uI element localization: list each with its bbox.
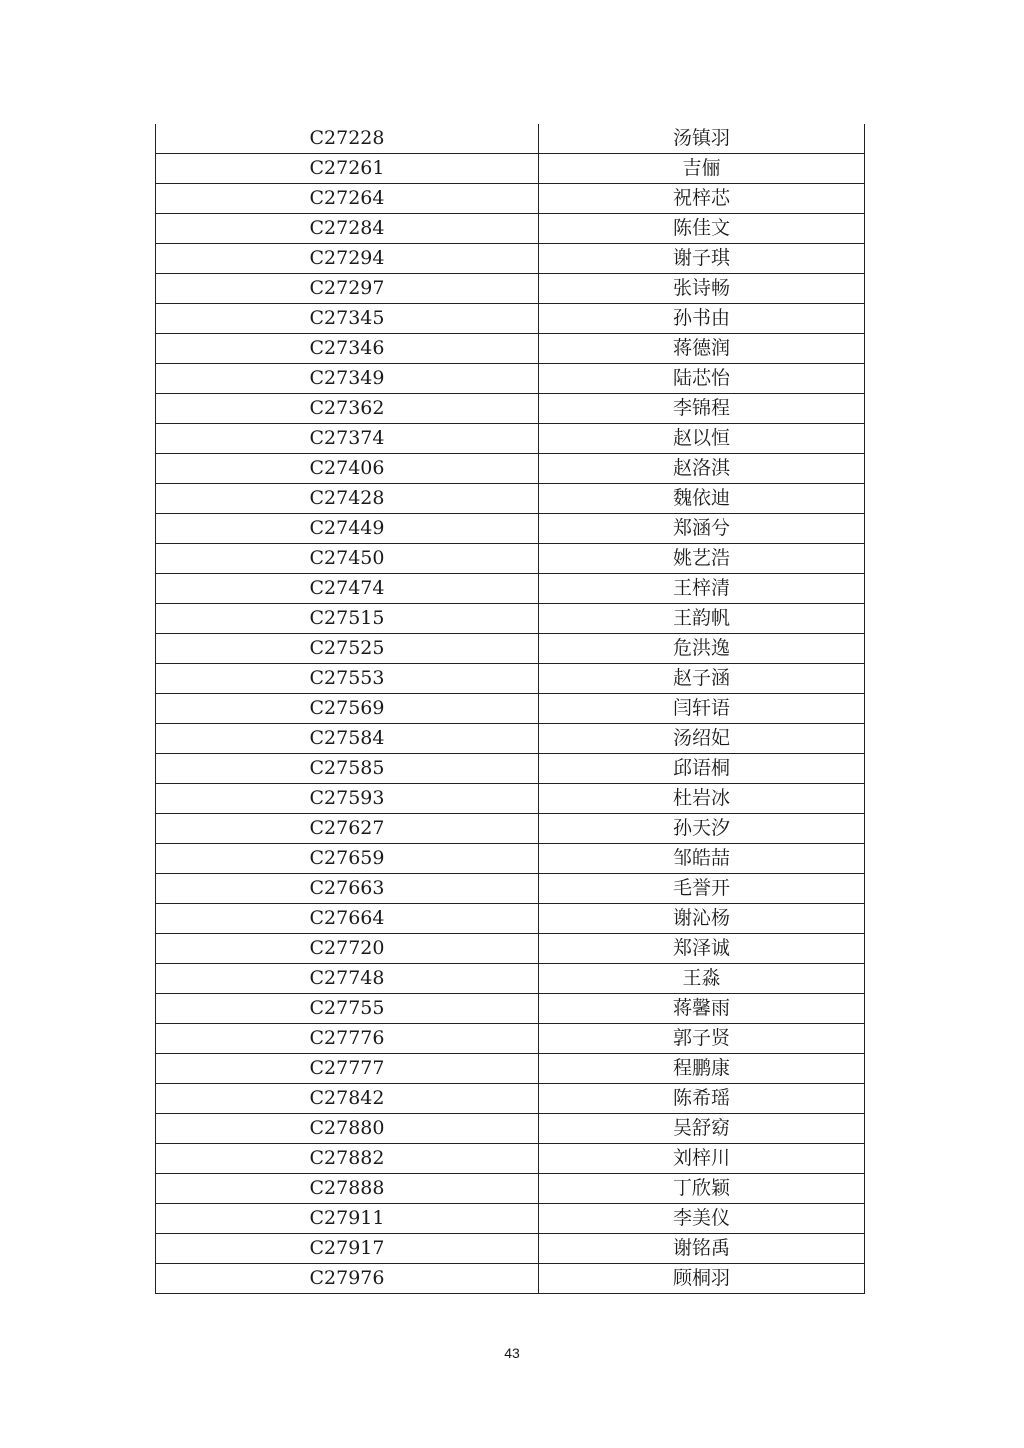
candidate-name-cell: 赵子涵 xyxy=(539,664,865,694)
candidate-name-cell: 陈希瑶 xyxy=(539,1084,865,1114)
table-row xyxy=(156,1024,865,1054)
table-row xyxy=(156,814,865,844)
candidate-id-cell: C27362 xyxy=(156,394,539,424)
candidate-name-cell: 闫轩语 xyxy=(539,694,865,724)
candidate-name-cell: 邱语桐 xyxy=(539,754,865,784)
candidate-id-cell: C27585 xyxy=(156,754,539,784)
candidate-id-cell: C27777 xyxy=(156,1054,539,1084)
candidate-id-cell: C27474 xyxy=(156,574,539,604)
table-row xyxy=(156,364,865,394)
candidate-id-cell: C27880 xyxy=(156,1114,539,1144)
table-row xyxy=(156,664,865,694)
table-row xyxy=(156,244,865,274)
candidate-name-cell: 张诗畅 xyxy=(539,274,865,304)
candidate-name-cell: 程鹏康 xyxy=(539,1054,865,1084)
table-row xyxy=(156,274,865,304)
candidate-name-cell: 祝梓芯 xyxy=(539,184,865,214)
candidate-id-cell: C27659 xyxy=(156,844,539,874)
candidate-name-cell: 谢沁杨 xyxy=(539,904,865,934)
candidate-name-cell: 姚艺浩 xyxy=(539,544,865,574)
candidate-name-cell: 谢铭禹 xyxy=(539,1234,865,1264)
table-row xyxy=(156,1054,865,1084)
roster-table xyxy=(155,124,865,1294)
candidate-id-cell: C27584 xyxy=(156,724,539,754)
table-row xyxy=(156,874,865,904)
table-row xyxy=(156,424,865,454)
table-row xyxy=(156,184,865,214)
candidate-name-cell: 汤绍妃 xyxy=(539,724,865,754)
candidate-name-cell: 蒋馨雨 xyxy=(539,994,865,1024)
candidate-name-cell: 邹皓喆 xyxy=(539,844,865,874)
table-row xyxy=(156,1234,865,1264)
candidate-id-cell: C27294 xyxy=(156,244,539,274)
candidate-name-cell: 顾桐羽 xyxy=(539,1264,865,1294)
table-row xyxy=(156,844,865,874)
table-row xyxy=(156,784,865,814)
candidate-id-cell: C27888 xyxy=(156,1174,539,1204)
candidate-name-cell: 吴舒窈 xyxy=(539,1114,865,1144)
page-number: 43 xyxy=(504,1345,520,1361)
candidate-id-cell: C27593 xyxy=(156,784,539,814)
table-row xyxy=(156,1084,865,1114)
candidate-id-cell: C27264 xyxy=(156,184,539,214)
candidate-name-cell: 陈佳文 xyxy=(539,214,865,244)
candidate-id-cell: C27976 xyxy=(156,1264,539,1294)
candidate-name-cell: 陆芯怡 xyxy=(539,364,865,394)
candidate-name-cell: 赵洛淇 xyxy=(539,454,865,484)
candidate-id-cell: C27374 xyxy=(156,424,539,454)
candidate-name-cell: 郑涵兮 xyxy=(539,514,865,544)
candidate-name-cell: 王梓清 xyxy=(539,574,865,604)
table-row xyxy=(156,304,865,334)
candidate-name-cell: 杜岩冰 xyxy=(539,784,865,814)
candidate-id-cell: C27569 xyxy=(156,694,539,724)
candidate-id-cell: C27776 xyxy=(156,1024,539,1054)
candidate-id-cell: C27755 xyxy=(156,994,539,1024)
candidate-name-cell: 刘梓川 xyxy=(539,1144,865,1174)
table-row xyxy=(156,964,865,994)
candidate-name-cell: 危洪逸 xyxy=(539,634,865,664)
candidate-id-cell: C27346 xyxy=(156,334,539,364)
candidate-name-cell: 王淼 xyxy=(539,964,865,994)
table-row xyxy=(156,574,865,604)
candidate-name-cell: 毛誉开 xyxy=(539,874,865,904)
table-row xyxy=(156,1144,865,1174)
table-row xyxy=(156,124,865,154)
table-row xyxy=(156,454,865,484)
table-row xyxy=(156,1174,865,1204)
table-row xyxy=(156,394,865,424)
table-row xyxy=(156,724,865,754)
candidate-name-cell: 王韵帆 xyxy=(539,604,865,634)
table-row xyxy=(156,994,865,1024)
candidate-id-cell: C27553 xyxy=(156,664,539,694)
candidate-name-cell: 赵以恒 xyxy=(539,424,865,454)
candidate-name-cell: 李锦程 xyxy=(539,394,865,424)
candidate-id-cell: C27406 xyxy=(156,454,539,484)
table-row xyxy=(156,694,865,724)
candidate-name-cell: 魏依迪 xyxy=(539,484,865,514)
candidate-name-cell: 蒋德润 xyxy=(539,334,865,364)
table-row xyxy=(156,334,865,364)
table-row xyxy=(156,934,865,964)
candidate-name-cell: 郭子贤 xyxy=(539,1024,865,1054)
candidate-id-cell: C27297 xyxy=(156,274,539,304)
candidate-id-cell: C27228 xyxy=(156,124,539,154)
candidate-id-cell: C27663 xyxy=(156,874,539,904)
candidate-id-cell: C27720 xyxy=(156,934,539,964)
candidate-id-cell: C27450 xyxy=(156,544,539,574)
candidate-id-cell: C27345 xyxy=(156,304,539,334)
candidate-id-cell: C27515 xyxy=(156,604,539,634)
candidate-id-cell: C27748 xyxy=(156,964,539,994)
table-row xyxy=(156,754,865,784)
candidate-id-cell: C27882 xyxy=(156,1144,539,1174)
table-row xyxy=(156,214,865,244)
table-row xyxy=(156,634,865,664)
table-row xyxy=(156,514,865,544)
table-row xyxy=(156,904,865,934)
candidate-id-cell: C27627 xyxy=(156,814,539,844)
candidate-id-cell: C27284 xyxy=(156,214,539,244)
table-row xyxy=(156,544,865,574)
candidate-id-cell: C27261 xyxy=(156,154,539,184)
candidate-name-cell: 李美仪 xyxy=(539,1204,865,1234)
candidate-name-cell: 丁欣颖 xyxy=(539,1174,865,1204)
table-row xyxy=(156,1264,865,1294)
candidate-id-cell: C27525 xyxy=(156,634,539,664)
candidate-id-cell: C27911 xyxy=(156,1204,539,1234)
candidate-id-cell: C27664 xyxy=(156,904,539,934)
candidate-name-cell: 吉俪 xyxy=(539,154,865,184)
candidate-id-cell: C27449 xyxy=(156,514,539,544)
candidate-name-cell: 孙天汐 xyxy=(539,814,865,844)
candidate-id-cell: C27842 xyxy=(156,1084,539,1114)
roster-body xyxy=(156,124,865,1294)
table-row xyxy=(156,1114,865,1144)
table-row xyxy=(156,1204,865,1234)
candidate-name-cell: 汤镇羽 xyxy=(539,124,865,154)
table-row xyxy=(156,604,865,634)
table-row xyxy=(156,484,865,514)
candidate-id-cell: C27428 xyxy=(156,484,539,514)
candidate-name-cell: 孙书由 xyxy=(539,304,865,334)
candidate-name-cell: 谢子琪 xyxy=(539,244,865,274)
candidate-name-cell: 郑泽诚 xyxy=(539,934,865,964)
table-row xyxy=(156,154,865,184)
candidate-id-cell: C27349 xyxy=(156,364,539,394)
candidate-id-cell: C27917 xyxy=(156,1234,539,1264)
